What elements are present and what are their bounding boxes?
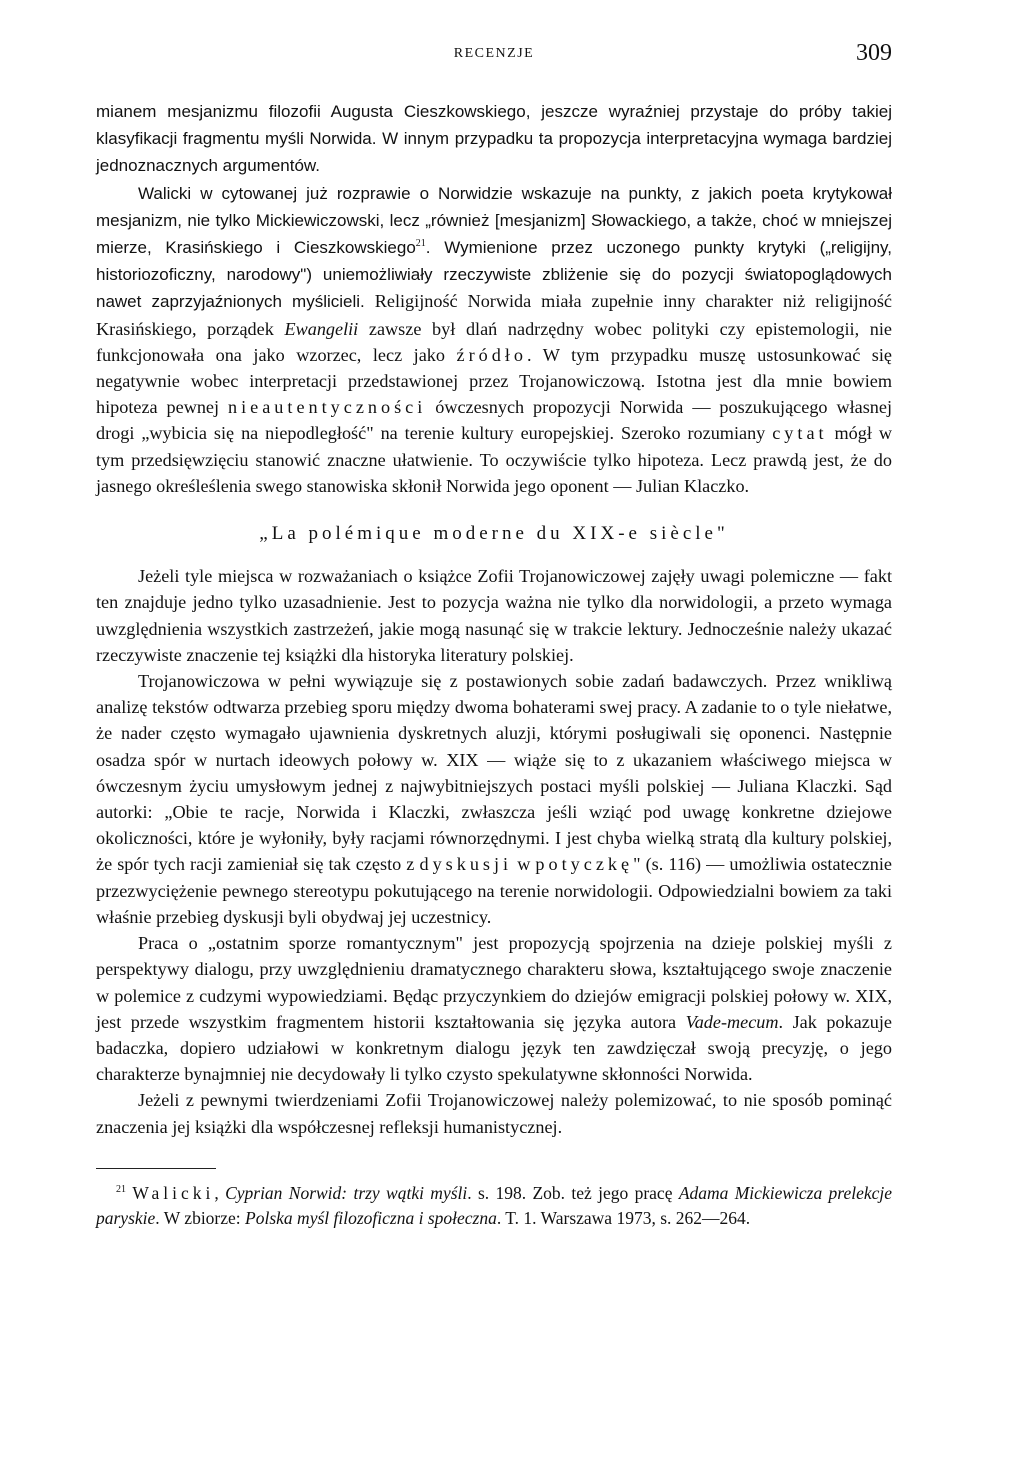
text-run: " (s. 116) — umożliwia ostatecznie przezwyciężenie pewnego stereotypu pokutującego na terenie norwidologii. Odpowiedzialni bowiem za taki właśnie przebieg dyskusji byli obydwaj jej uczestnicy. [96,854,893,927]
text-run: . Wymienione przez uczonego punkty krytyki („religijny, historiozoficzny, narodowy") uniemożliwiały rzeczywiste zbliżenie się do pozycji światopoglądowych nawet zaprzyjaźnionych myślicieli. [96,238,892,312]
text-run: Religijność Norwida miała zupełnie inny charakter niż religijność Krasińskiego, porządek [96,291,892,339]
text-run: . W zbiorze: [155,1207,246,1228]
italic-run: Cyprian Norwid: trzy wątki myśli [225,1182,468,1203]
italic-run: Adama Mickiewicza prelekcje paryskie [96,1182,893,1228]
running-title: RECENZJE [453,46,535,61]
italic-run: Vade-mecum [685,1011,779,1032]
footnote-author: Walicki [132,1182,215,1203]
paragraph: Jeżeli z pewnymi twierdzeniami Zofii Trojanowiczowej należy polemizować, to nie sposób pominąć znaczenia jej książki dla współczesnej refleksji humanistycznej. [96,1090,892,1137]
text-run: mógł w tym przedsięwzięciu stanowić znaczne ułatwienie. To oczywiście tylko hipoteza. Lecz prawdą jest, że do jasnego określeślenia swego stanowiska skłonił Norwida jego oponent — Julian Klaczko. [96,423,892,496]
text-run: w [512,854,536,875]
spaced-run: dyskusji [419,854,513,875]
paragraph: Jeżeli tyle miejsca w rozważaniach o książce Zofii Trojanowiczowej zajęły uwagi polemiczne — fakt ten znajduje jedno tylko uzasadnienie. Jest to pozycja ważna nie tylko dla norwidologii, a przeto wymaga uwzględnienia wszystkich zastrzeżeń, jakie mogą nasunąć się w trakcie lektury. Jednocześnie należy ukazać rzeczywiste znaczenie tej książki dla historyka literatury polskiej. [96,566,892,665]
text-run: mianem mesjanizmu filozofii Augusta Cieszkowskiego, jeszcze wyraźniej przystaje do próby takiej klasyfikacji fragmentu myśli Norwida. W innym przypadku ta propozycja interpretacyjna wymaga bardziej jednoznacznych argumentów. [96,102,892,176]
text-run: Praca o „ostatnim sporze romantycznym" jest propozycją spojrzenia na dzieje polskiej myśli z perspektywy dialogu, przy uwzględnieniu dramatycznego charakteru słowa, kształtującego swoje znaczenie w polemice z cudzymi wypowiedziami. Będąc przyczynkiem do dziejów emigracji polskiej połowy w. XIX, jest przede wszystkim fragmentem historii kształtowania się języka autora [96,933,892,1032]
text-run: . T. 1. Warszawa 1973, s. 262—264. [496,1207,751,1228]
italic-run: Ewangelii [284,318,359,339]
paragraph [96,930,892,1087]
footnote-number: 21 [116,1183,126,1195]
text-run: , [214,1182,226,1203]
paragraph [96,668,892,930]
text-run: . Jak pokazuje badaczka, dopiero udziałowi w konkretnym dialogu język ten zawdzięczał swoją precyzję, o jego charakterze bynajmniej nie decydowały li tylko czysto spekulatywne skłonności Norwida. [96,1011,892,1085]
text-run: zawsze był dlań nadrzędny wobec polityki czy epistemologii, nie funkcjonowała ona jako wzorzec, lecz jako [96,318,892,365]
spaced-run: potyczkę [535,854,634,875]
italic-run: Polska myśl filozoficzna i społeczna [245,1207,497,1228]
spaced-run: nieautentyczności [228,397,427,418]
footnote [96,1181,892,1231]
page [96,40,892,1231]
text-run: Walicki w cytowanej już rozprawie o Norwidzie wskazuje na punkty, z jakich poeta krytykował mesjanizm, nie tylko Mickiewiczowski, lecz „również [mesjanizm] Słowackiego, a także, choć w mniejszej mierze, Krasińskiego i Cieszkowskiego [96,183,892,258]
article-body [96,98,892,1231]
spaced-run: źródło [456,344,527,365]
running-head [96,40,892,74]
text-run: . W tym przypadku muszę ustosunkować się negatywnie wobec interpretacji przedstawionej przez Trojanowiczową. Istotna jest dla mnie bowiem hipoteza pewnej [96,344,892,418]
section-title: „La polémique moderne du XIX-e siècle" [259,523,729,545]
paragraph [96,180,892,499]
paragraph-continued [96,98,892,180]
footnote-ref: 21 [415,237,426,249]
page-number: 309 [856,40,892,66]
spaced-run: cytat [772,423,828,444]
text-run: Trojanowiczowa w pełni wywiązuje się z postawionych sobie zadań badawczych. Przez wnikliwą analizę tekstów odtwarza przebieg sporu między dwoma bohaterami swej pracy. A zadanie to o tyle niełatwe, że nader często wymagało ujawnienia dyskretnych aluzji, którymi posługiwali się oponenci. Następnie osadza spór w nurtach ideowych połowy w. XIX — wiąże się to z ukazaniem właściwego miejsca w ówczesnym życiu umysłowym jednej z najwybitniejszych postaci myśli polskiej — Juliana Klaczki. Sąd autorki: „Obie te racje, Norwida i Klaczki, zwłaszcza jeśli wziąć pod uwagę konkretne dziejowe okoliczności, które je wyłoniły, były racjami równorzędnymi. I jest chyba wielką stratą dla kultury polskiej, że spór tych racji zamieniał się tak często z [96,671,892,875]
text-run: . s. 198. Zob. też jego pracę [467,1182,679,1203]
text-run: ówczesnych propozycji Norwida — poszukującego własnej drogi „wybicia się na niepodległość" na terenie kultury europejskiej. Szeroko rozumiany [96,397,893,444]
footnote-rule [96,1168,216,1169]
